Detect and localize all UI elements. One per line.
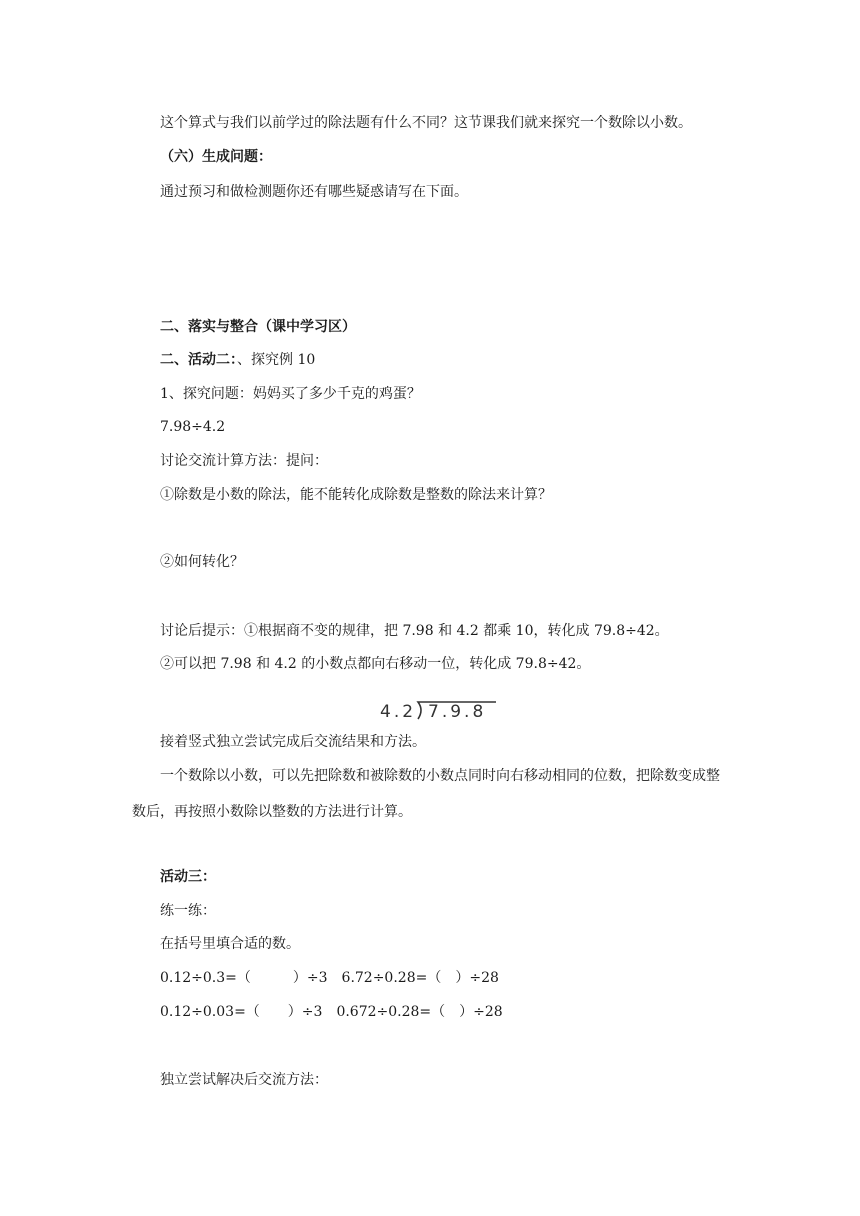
fill-instruction: 在括号里填合适的数。 xyxy=(160,936,300,952)
heading-generate-questions: （六）生成问题： xyxy=(160,149,272,165)
divisor-text: 4.2 xyxy=(380,702,417,721)
exercise-row-two: 0.12÷0.03=（ ）÷3 0.672÷0.28=（ ）÷28 xyxy=(160,1004,503,1020)
heading-section-two: 二、落实与整合（课中学习区） xyxy=(160,319,356,335)
discussion-prompt: 讨论交流计算方法：提问： xyxy=(160,453,328,469)
activity-two-topic: 、探究例 10 xyxy=(237,352,316,368)
paragraph-intro: 这个算式与我们以前学过的除法题有什么不同？这节课我们就来探究一个数除以小数。 xyxy=(160,115,692,131)
dividend-text: 7.9.8 xyxy=(428,702,487,721)
heading-activity-two xyxy=(160,351,315,369)
paragraph-preview-doubts: 通过预习和做检测题你还有哪些疑惑请写在下面。 xyxy=(160,184,468,200)
hint-one: 讨论后提示：①根据商不变的规律，把 7.98 和 4.2 都乘 10，转化成 79.8÷42。 xyxy=(160,623,669,639)
hint-two: ②可以把 7.98 和 4.2 的小数点都向右移动一位，转化成 79.8÷42。 xyxy=(160,656,591,672)
activity-two-label: 二、活动二： xyxy=(160,352,237,368)
expression: 7.98÷4.2 xyxy=(160,419,226,435)
question-one: ①除数是小数的除法，能不能转化成除数是整数的除法来计算？ xyxy=(160,487,552,503)
vertical-form-instruction: 接着竖式独立尝试完成后交流结果和方法。 xyxy=(160,734,426,750)
long-division-figure xyxy=(378,699,498,721)
practice-label: 练一练： xyxy=(160,903,216,919)
question-eggs: 1、探究问题：妈妈买了多少千克的鸡蛋？ xyxy=(160,386,421,402)
heading-activity-three: 活动三： xyxy=(160,869,216,885)
exercise-row-one: 0.12÷0.3=（ ）÷3 6.72÷0.28=（ ）÷28 xyxy=(160,970,499,986)
solve-instruction: 独立尝试解决后交流方法： xyxy=(160,1072,328,1088)
rule-paragraph: 一个数除以小数，可以先把除数和被除数的小数点同时向右移动相同的位数，把除数变成整数后，再按照小数除以整数的方法进行计算。 xyxy=(132,768,720,820)
question-two: ②如何转化？ xyxy=(160,554,244,570)
